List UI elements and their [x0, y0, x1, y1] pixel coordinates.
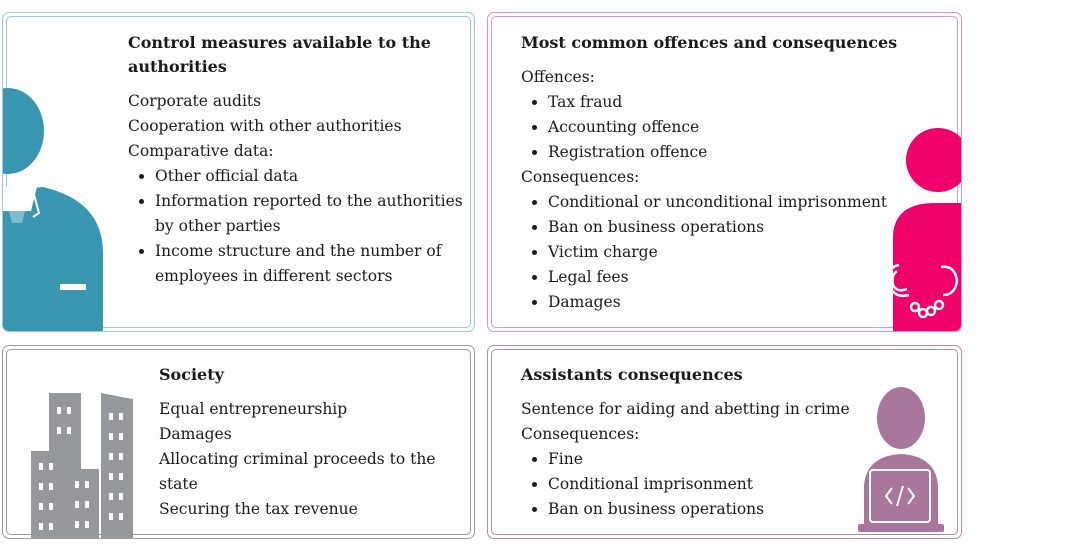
list-item: • Ban on business operations: [548, 497, 861, 522]
city-buildings-icon: [31, 391, 141, 539]
list-item: • Damages: [548, 290, 901, 315]
offences-content: [521, 31, 901, 315]
consequences-label: Consequences:: [521, 168, 640, 186]
control-line-audits: Corporate audits: [128, 92, 262, 110]
list-item: • Tax fraud: [548, 90, 901, 115]
hacker-laptop-icon: [856, 386, 946, 536]
control-measures-title: Control measures available to the authorities: [128, 33, 431, 76]
list-item: • Conditional or unconditional imprisonment: [548, 190, 901, 215]
offences-label: Offences:: [521, 68, 595, 86]
list-item: • Fine: [548, 447, 861, 472]
society-title: Society: [159, 365, 224, 384]
control-measures-content: [128, 31, 468, 289]
list-item: • Accounting offence: [548, 115, 901, 140]
control-line-comparative: Comparative data:: [128, 142, 274, 160]
assistants-consequences-label: Consequences:: [521, 425, 640, 443]
list-item: • Information reported to the authorities by other parties: [155, 189, 468, 239]
list-item: • Victim charge: [548, 240, 901, 265]
society-content: [159, 363, 459, 522]
assistants-card: [487, 345, 962, 539]
list-item: • Legal fees: [548, 265, 901, 290]
assistants-consequences-list: [521, 447, 861, 522]
control-measures-card: [2, 12, 475, 332]
offences-card: [487, 12, 962, 332]
society-line: Allocating criminal proceeds to the state: [159, 450, 436, 493]
handcuffed-person-icon: [885, 125, 962, 332]
society-line: Securing the tax revenue: [159, 500, 358, 518]
offences-title: Most common offences and consequences: [521, 33, 898, 52]
businessman-icon: [3, 83, 113, 332]
society-line: Damages: [159, 425, 232, 443]
comparative-data-list: [128, 164, 468, 289]
offences-list: [521, 90, 901, 165]
list-item: • Income structure and the number of employees in different sectors: [155, 239, 468, 289]
consequences-list: [521, 190, 901, 315]
society-card: [2, 345, 475, 539]
assistants-line: Sentence for aiding and abetting in crime: [521, 400, 850, 418]
list-item: • Ban on business operations: [548, 215, 901, 240]
list-item: • Other official data: [155, 164, 468, 189]
control-line-cooperation: Cooperation with other authorities: [128, 117, 402, 135]
list-item: • Registration offence: [548, 140, 901, 165]
assistants-title: Assistants consequences: [521, 365, 743, 384]
list-item: • Conditional imprisonment: [548, 472, 861, 497]
assistants-content: [521, 363, 861, 522]
society-line: Equal entrepreneurship: [159, 400, 348, 418]
